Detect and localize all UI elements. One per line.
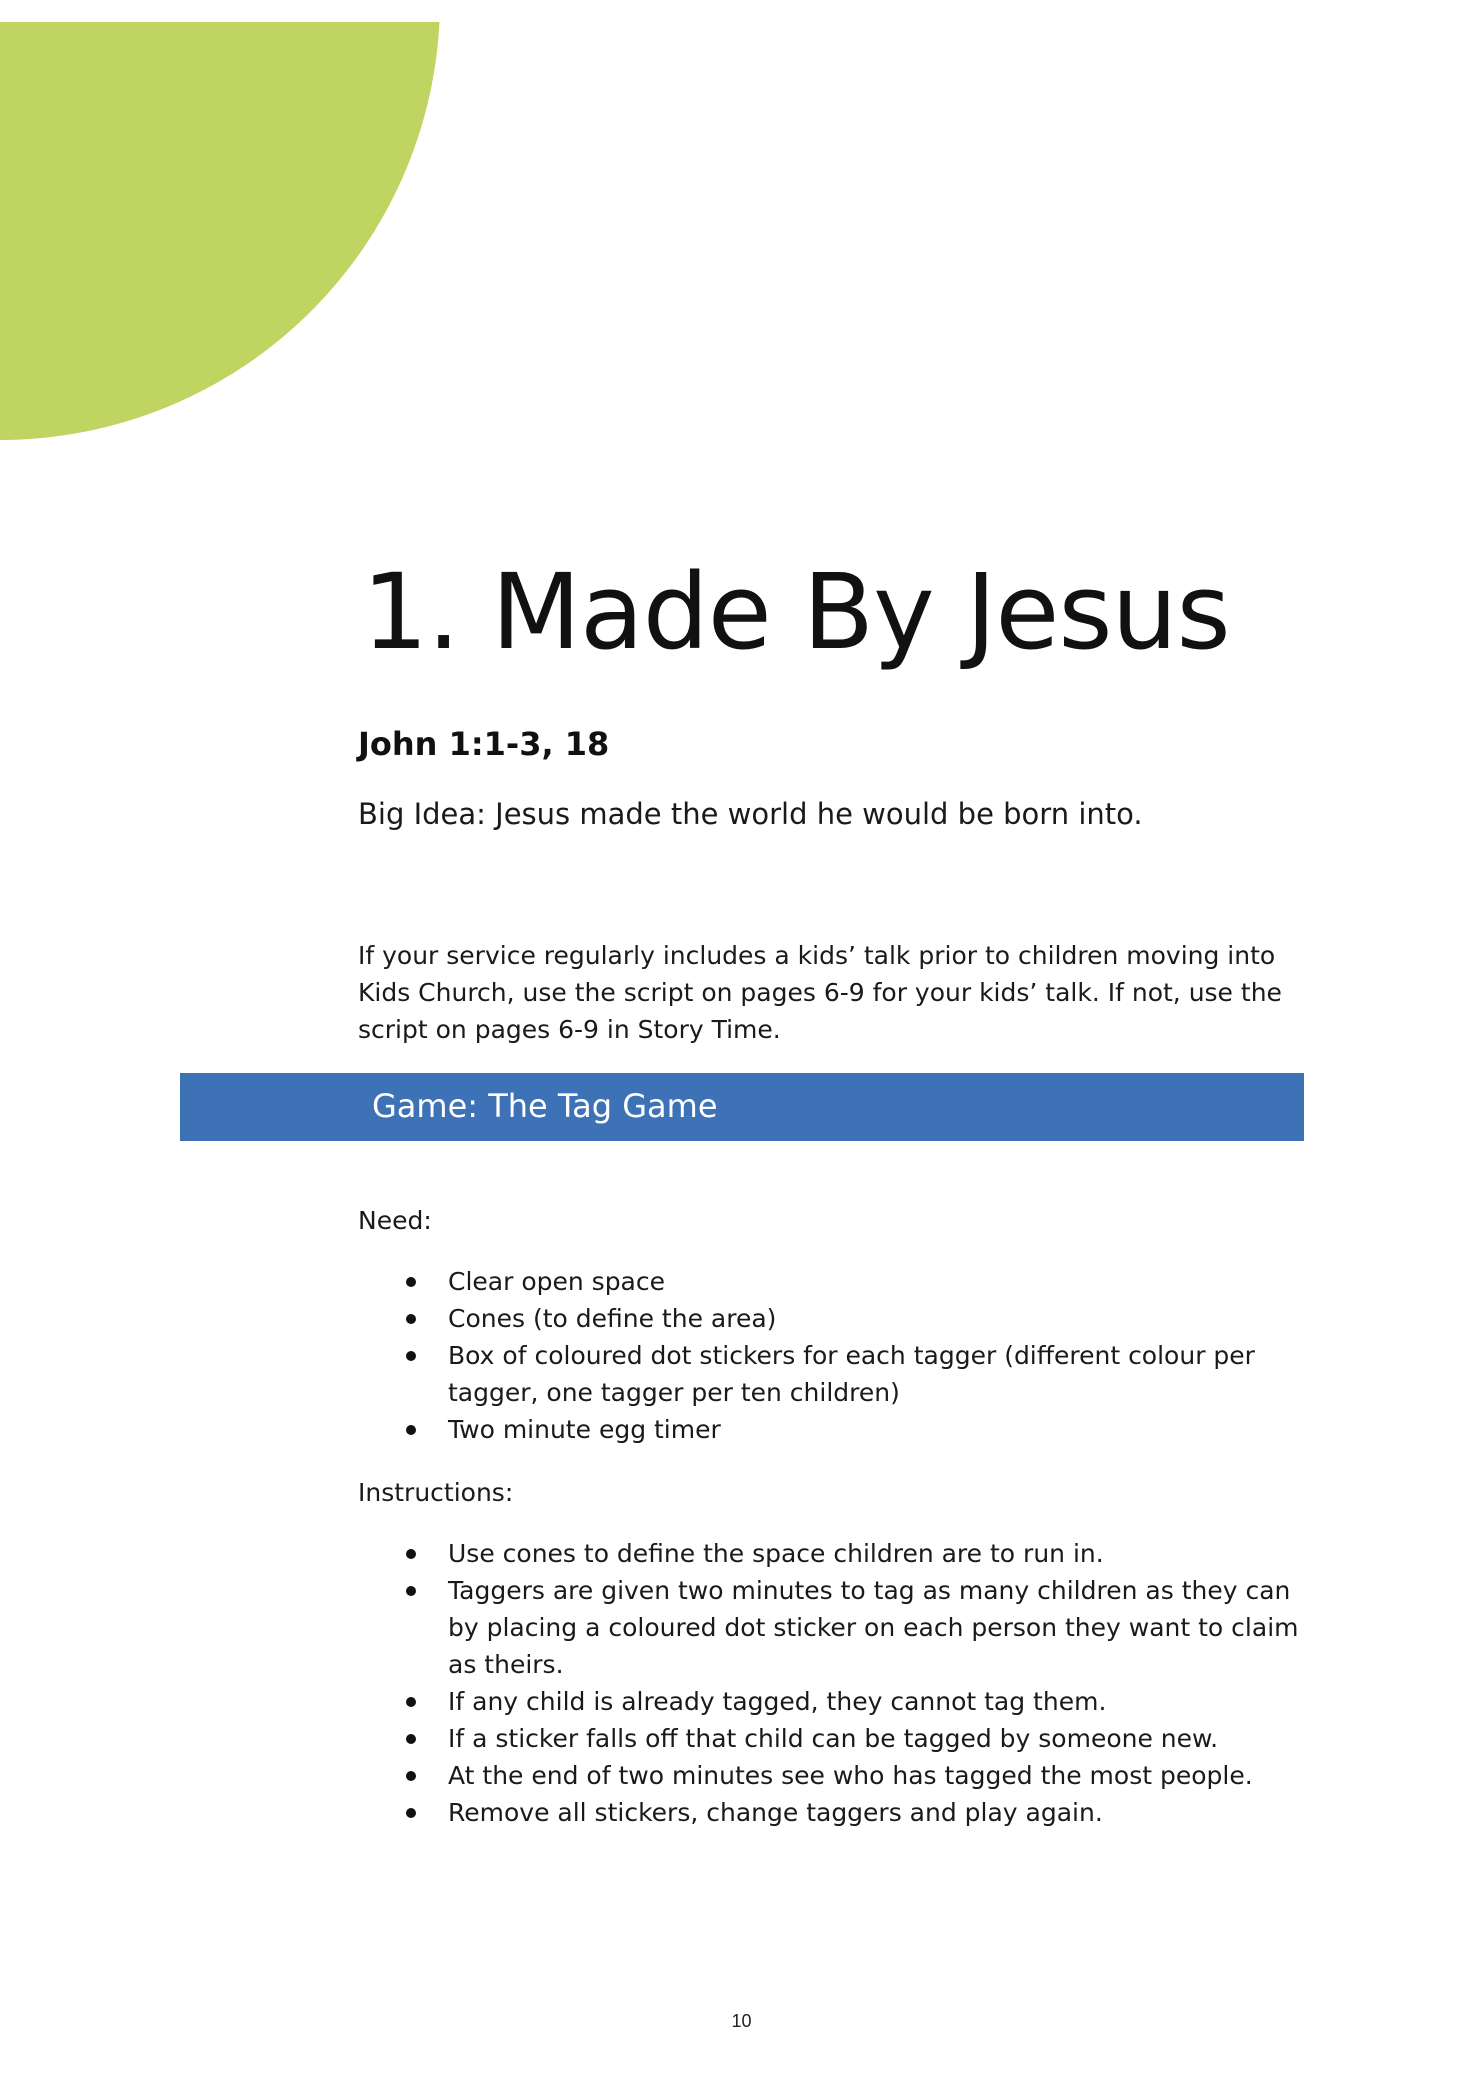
- bullet-icon: [406, 1586, 416, 1596]
- instruction-item-text: If a sticker falls off that child can be tagged by someone new.: [448, 1724, 1219, 1753]
- list-item: [0, 1300, 1308, 1337]
- need-label: Need:: [358, 1206, 432, 1235]
- intro-paragraph: If your service regularly includes a kids’ talk prior to children moving into Kids Church, use the script on pages 6-9 for your kids’ talk. If not, use the script on pages 6-9 in Story Time.: [358, 941, 1282, 1044]
- bullet-icon: [406, 1425, 416, 1435]
- need-list: [0, 1263, 1483, 1448]
- need-item-text: Clear open space: [448, 1267, 666, 1296]
- instruction-item-text: Use cones to define the space children are to run in.: [448, 1539, 1104, 1568]
- instruction-item-text: Taggers are given two minutes to tag as many children as they can by placing a coloured dot sticker on each person they want to claim as theirs.: [448, 1576, 1299, 1679]
- need-item-text: Two minute egg timer: [448, 1415, 721, 1444]
- game-banner: [180, 1073, 1304, 1141]
- instructions-list: [0, 1535, 1483, 1831]
- list-item: [0, 1683, 1308, 1720]
- bullet-icon: [406, 1549, 416, 1559]
- list-item: [0, 1263, 1308, 1300]
- game-banner-title: Game: The Tag Game: [372, 1087, 718, 1125]
- big-idea: Big Idea: Jesus made the world he would be born into.: [358, 797, 1143, 831]
- page-number: 10: [731, 2011, 752, 2031]
- list-item: [0, 1411, 1308, 1448]
- bullet-icon: [406, 1351, 416, 1361]
- bullet-icon: [406, 1697, 416, 1707]
- list-item: [0, 1720, 1308, 1757]
- decorative-green-circle: [0, 0, 440, 440]
- bullet-icon: [406, 1734, 416, 1744]
- need-item-text: Box of coloured dot stickers for each tagger (different colour per tagger, one tagger per ten children): [448, 1341, 1255, 1407]
- list-item: [0, 1337, 1308, 1411]
- list-item: [0, 1535, 1308, 1572]
- bible-reference: John 1:1-3, 18: [358, 725, 610, 763]
- instruction-item-text: At the end of two minutes see who has tagged the most people.: [448, 1761, 1253, 1790]
- bullet-icon: [406, 1314, 416, 1324]
- need-item-text: Cones (to define the area): [448, 1304, 777, 1333]
- page-title: 1. Made By Jesus: [362, 551, 1230, 673]
- bullet-icon: [406, 1808, 416, 1818]
- list-item: [0, 1794, 1308, 1831]
- instructions-label: Instructions:: [358, 1478, 514, 1507]
- bullet-icon: [406, 1277, 416, 1287]
- bullet-icon: [406, 1771, 416, 1781]
- instruction-item-text: Remove all stickers, change taggers and play again.: [448, 1798, 1103, 1827]
- instruction-item-text: If any child is already tagged, they cannot tag them.: [448, 1687, 1107, 1716]
- list-item: [0, 1572, 1308, 1683]
- list-item: [0, 1757, 1308, 1794]
- top-margin: [0, 0, 1483, 22]
